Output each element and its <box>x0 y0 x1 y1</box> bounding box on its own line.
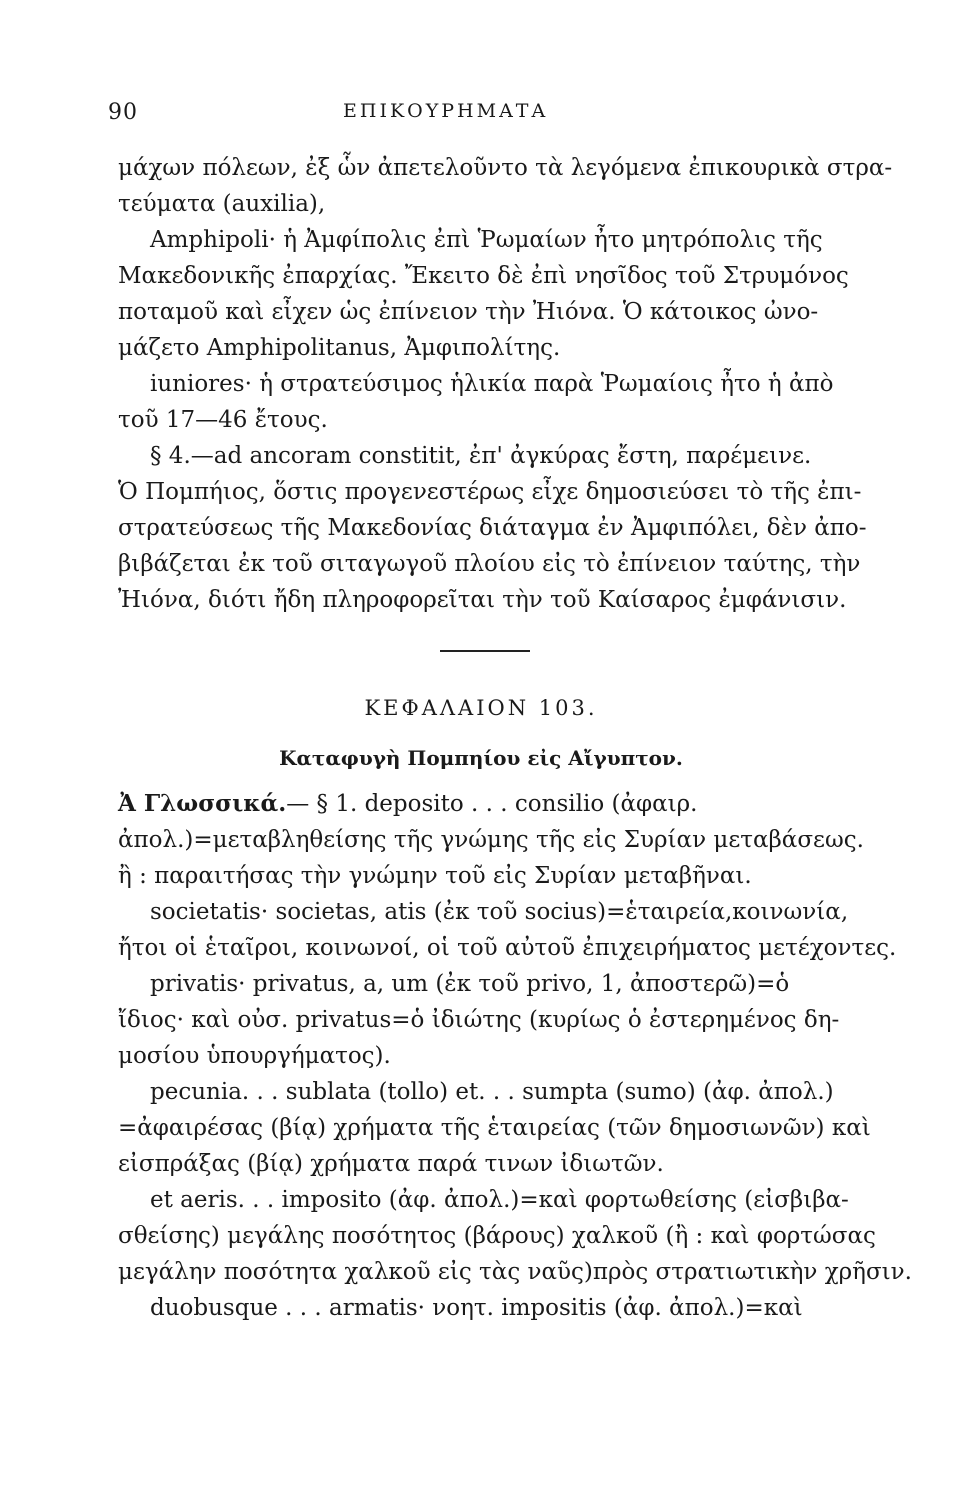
gloss-first-line-text: — § 1. deposito . . . consilio (ἀφαιρ. <box>286 791 698 817</box>
text-line: Amphipoli· ἡ Ἀμφίπολις ἐπὶ Ῥωμαίων ἦτο μητρόπολις τῆς <box>150 227 823 253</box>
text-line: et aeris. . . imposito (ἀφ. ἀπολ.)=καὶ φορτωθείσης (εἰσβιβα- <box>150 1187 849 1213</box>
text-line: Ὁ Πομπήιος, ὅστις προγενεστέρως εἶχε δημοσιεύσει τὸ τῆς ἐπι- <box>118 479 862 505</box>
text-line: § 4.—ad ancoram constitit, ἐπ' ἀγκύρας ἔστη, παρέμεινε. <box>150 443 812 469</box>
text-line: σθείσης) μεγάλης ποσότητος (βάρους) χαλκοῦ (ἢ : καὶ φορτώσας <box>118 1223 876 1249</box>
text-line: ἢ : παραιτήσας τὴν γνώμην τοῦ εἰς Συρίαν μεταβῆναι. <box>118 863 752 889</box>
text-line: Μακεδονικῆς ἐπαρχίας. Ἔκειτο δὲ ἐπὶ νησῖδος τοῦ Στρυμόνος <box>118 263 849 289</box>
text-line: τεύματα (auxilia), <box>118 191 326 217</box>
text-line: μάζετο Amphipolitanus, Ἀμφιπολίτης. <box>118 335 561 361</box>
text-line: privatis· privatus, a, um (ἐκ τοῦ privo, 1, ἀποστερῶ)=ὁ <box>150 971 790 997</box>
chapter-title: ΚΕΦΑΛΑΙΟΝ 103. <box>364 696 598 720</box>
text-line: Ἠιόνα, διότι ἤδη πληροφορεῖται τὴν τοῦ Καίσαρος ἐμφάνισιν. <box>118 587 847 613</box>
text-line: τοῦ 17—46 ἔτους. <box>118 407 328 433</box>
text-line: duobusque . . . armatis· νοητ. impositis (ἀφ. ἀπολ.)=καὶ <box>150 1295 803 1321</box>
body-text <box>118 150 898 618</box>
text-line: ἴδιος· καὶ οὐσ. privatus=ὁ ἰδιώτης (κυρίως ὁ ἐστερημένος δη- <box>118 1007 840 1033</box>
section-divider <box>440 650 530 652</box>
text-line: ἤτοι οἱ ἑταῖροι, κοινωνοί, οἱ τοῦ αὐτοῦ ἐπιχειρήματος μετέχοντες. <box>118 935 897 961</box>
text-line: μεγάλην ποσότητα χαλκοῦ εἰς τὰς ναῦς)πρὸς στρατιωτικὴν χρῆσιν. <box>118 1259 912 1285</box>
text-line: στρατεύσεως τῆς Μακεδονίας διάταγμα ἐν Ἀμφιπόλει, δὲν ἀπο- <box>118 515 867 541</box>
gloss-first-line <box>118 786 898 822</box>
text-line: =ἀφαιρέσας (βίᾳ) χρήματα τῆς ἑταιρείας (τῶν δημοσιωνῶν) καὶ <box>118 1115 871 1141</box>
text-line: μάχων πόλεων, ἐξ ὧν ἀπετελοῦντο τὰ λεγόμενα ἐπικουρικὰ στρα- <box>118 155 893 181</box>
text-line: ἀπολ.)=μεταβληθείσης τῆς γνώμης τῆς εἰς Συρίαν μεταβάσεως. <box>118 827 864 853</box>
text-line: pecunia. . . sublata (tollo) et. . . sumpta (sumo) (ἀφ. ἀπολ.) <box>150 1079 834 1105</box>
text-line: εἰσπράξας (βίᾳ) χρήματα παρά τινων ἰδιωτῶν. <box>118 1151 664 1177</box>
page-header <box>108 100 882 140</box>
text-line: βιβάζεται ἐκ τοῦ σιταγωγοῦ πλοίου εἰς τὸ ἐπίνειον ταύτης, τὴν <box>118 551 861 577</box>
text-line: iuniores· ἡ στρατεύσιμος ἡλικία παρὰ Ῥωμαίοις ἦτο ἡ ἀπὸ <box>150 371 834 397</box>
text-line: societatis· societas, atis (ἐκ τοῦ socius)=ἑταιρεία,κοινωνία, <box>150 899 849 925</box>
gloss-label: Ἀ Γλωσσικά. <box>118 790 287 817</box>
page-number: 90 <box>108 100 138 125</box>
chapter-subtitle: Καταφυγὴ Πομπηίου εἰς Αἴγυπτον. <box>279 746 683 770</box>
text-line: ποταμοῦ καὶ εἶχεν ὡς ἐπίνειον τὴν Ἠιόνα. Ὁ κάτοικος ὠνο- <box>118 299 819 325</box>
running-title: ΕΠΙΚΟΥΡΗΜΑΤΑ <box>343 100 549 122</box>
gloss-section <box>118 786 912 1326</box>
text-line: μοσίου ὑπουργήματος). <box>118 1043 391 1069</box>
